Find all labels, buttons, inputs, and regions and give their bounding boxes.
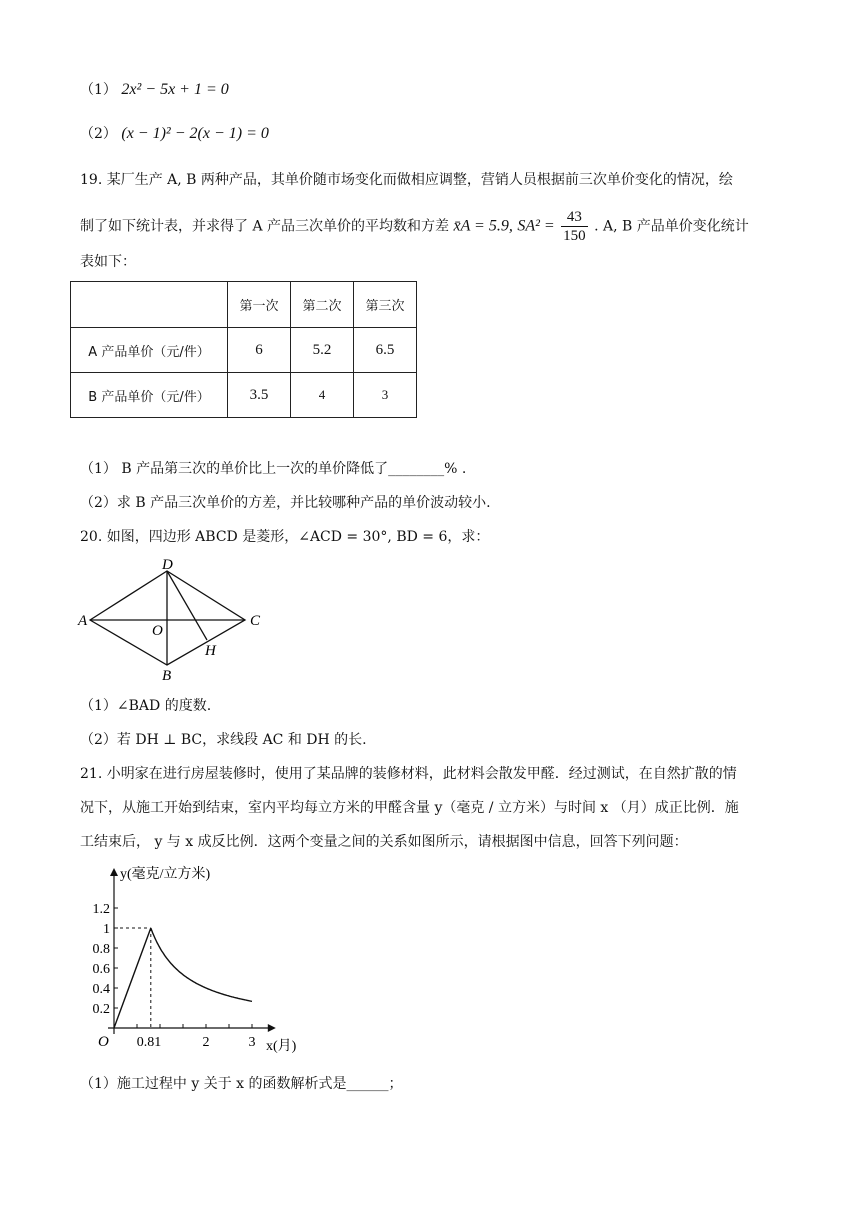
label-h: H	[205, 643, 216, 659]
label-d: D	[162, 558, 173, 573]
q19-line-2-text: 制了如下统计表，并求得了 A 产品三次单价的平均数和方差	[80, 218, 450, 235]
row-b-cell-3: 3	[354, 373, 417, 418]
y-tick-label: 0.6	[92, 962, 110, 977]
equation-1-label: （1）	[80, 82, 117, 98]
equation-2-text: (x − 1)² − 2(x − 1) = 0	[121, 125, 269, 142]
y-tick-label: 1	[103, 922, 110, 937]
row-a-label: A 产品单价（元/件）	[71, 328, 228, 373]
series-reciprocal	[151, 928, 252, 1001]
x-tick-label: 2	[202, 1035, 210, 1050]
table-header-2: 第二次	[291, 282, 354, 328]
row-b-cell-1: 3.5	[228, 373, 291, 418]
variance-expression: SA² =	[517, 217, 555, 235]
y-axis-arrow	[110, 868, 118, 876]
origin-label: O	[98, 1034, 109, 1050]
y-tick-label: 0.2	[92, 1002, 110, 1017]
y-axis-label: y(毫克/立方米)	[120, 867, 211, 882]
equation-1	[80, 80, 229, 100]
label-b: B	[162, 668, 172, 683]
equation-1-text: 2x² − 5x + 1 = 0	[121, 81, 229, 98]
segment-dh	[167, 571, 207, 640]
series-linear	[114, 928, 151, 1028]
label-o: O	[152, 623, 163, 639]
equation-2	[80, 124, 269, 144]
q19-sub-1: （1） B 产品第三次的单价比上一次的单价降低了________% .	[80, 461, 467, 477]
q21-line-2: 况下，从施工开始到结束，室内平均每立方米的甲醛含量 y（毫克 / 立方米）与时间 x （月）成正比例．施	[80, 800, 739, 816]
table-row	[71, 373, 417, 418]
q19-line-2	[80, 208, 749, 245]
q20-line-1: 20. 如图，四边形 ABCD 是菱形，∠ACD = 30°, BD = 6，求：	[80, 529, 490, 545]
rhombus-diagram	[70, 558, 270, 683]
price-table	[70, 281, 417, 418]
q20-sub-1: （1）∠BAD 的度数.	[80, 698, 212, 714]
mean-expression: x̄A = 5.9,	[453, 217, 513, 235]
row-b-label: B 产品单价（元/件）	[71, 373, 228, 418]
equation-2-label: （2）	[80, 126, 117, 142]
q21-line-3: 工结束后， y 与 x 成反比例．这两个变量之间的关系如图所示，请根据图中信息，回答下列问题：	[80, 834, 688, 850]
q19-line-3: 表如下：	[80, 254, 136, 270]
y-tick-label: 1.2	[92, 902, 110, 917]
q19-line-2-tail: . A, B 产品单价变化统计	[594, 218, 749, 235]
row-a-cell-1: 6	[228, 328, 291, 373]
y-tick-label: 0.8	[92, 942, 110, 957]
variance-numerator: 43	[561, 208, 588, 227]
table-header-empty	[71, 282, 228, 328]
label-a: A	[78, 613, 88, 629]
y-tick-label: 0.4	[92, 982, 110, 997]
x-axis-arrow	[268, 1024, 276, 1032]
q19-line-1: 19. 某厂生产 A, B 两种产品，其单价随市场变化而做相应调整，营销人员根据前三次单价变化的情况，绘	[80, 172, 733, 188]
x-tick-label: 3	[248, 1035, 256, 1050]
label-c: C	[250, 613, 261, 629]
q21-sub-1: （1）施工过程中 y 关于 x 的函数解析式是______；	[80, 1076, 403, 1092]
row-a-cell-3: 6.5	[354, 328, 417, 373]
table-header-3: 第三次	[354, 282, 417, 328]
x-axis-label: x(月)	[266, 1039, 297, 1054]
x-tick-label: 0.81	[136, 1035, 162, 1050]
q19-sub-2: （2）求 B 产品三次单价的方差，并比较哪种产品的单价波动较小.	[80, 495, 491, 511]
q21-line-1: 21. 小明家在进行房屋装修时，使用了某品牌的装修材料，此材料会散发甲醛．经过测试，在自然扩散的情	[80, 766, 737, 782]
variance-fraction	[561, 208, 588, 245]
row-b-cell-2: 4	[291, 373, 354, 418]
table-row	[71, 328, 417, 373]
table-header-1: 第一次	[228, 282, 291, 328]
variance-denominator: 150	[563, 228, 586, 244]
formaldehyde-chart	[82, 860, 322, 1056]
row-a-cell-2: 5.2	[291, 328, 354, 373]
q20-sub-2: （2）若 DH ⊥ BC，求线段 AC 和 DH 的长.	[80, 732, 367, 748]
